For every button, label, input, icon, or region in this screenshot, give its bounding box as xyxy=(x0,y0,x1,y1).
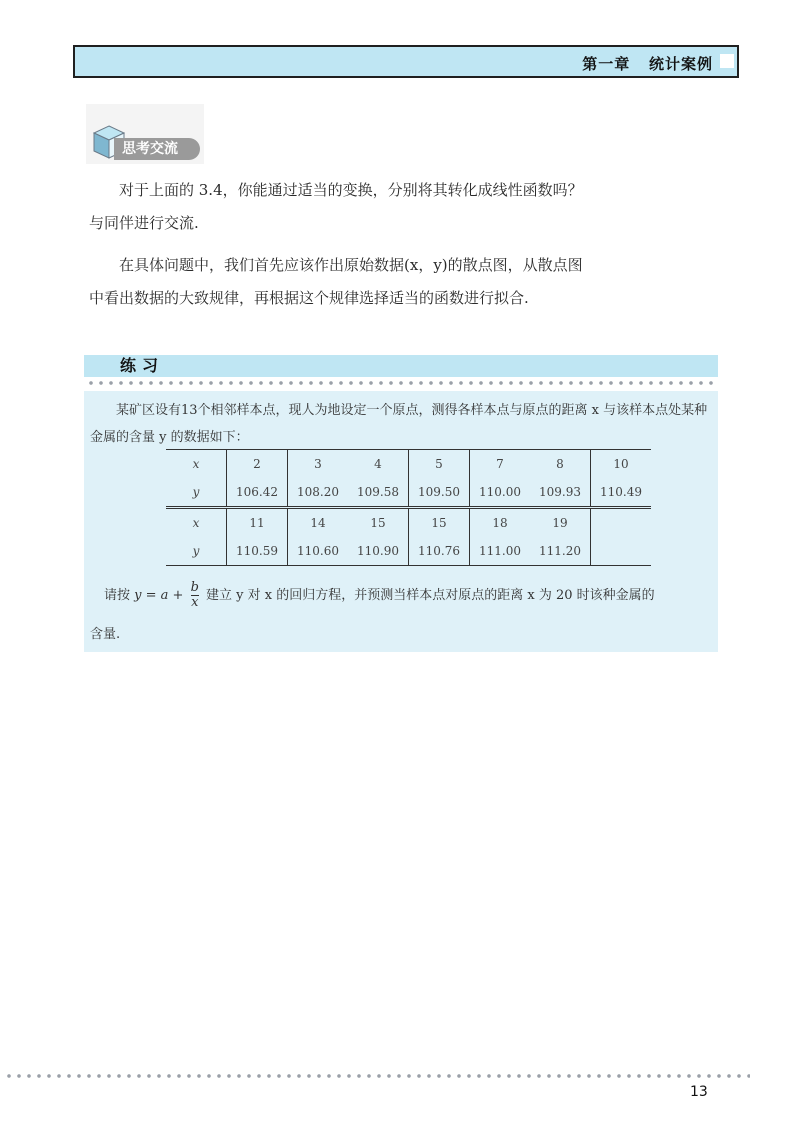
header-square xyxy=(720,54,734,68)
fraction-numerator: b xyxy=(190,580,199,595)
formula-lhs: y = a + xyxy=(134,588,184,603)
table-row xyxy=(166,450,651,479)
table-cell: 106.42 xyxy=(227,478,288,508)
footer-dotted-divider xyxy=(4,1074,750,1078)
table-cell: y xyxy=(166,478,227,508)
table-cell: 15 xyxy=(409,508,470,538)
formula-suffix: 建立 y 对 x 的回归方程，并预测当样本点对原点的距离 x 为 20 时该种金属的 xyxy=(206,588,655,603)
table-cell: 3 xyxy=(288,450,349,479)
regression-instruction xyxy=(104,581,655,610)
table-row xyxy=(166,478,651,508)
formula-end: 含量. xyxy=(90,627,121,642)
table-cell xyxy=(591,508,652,538)
table-cell: 109.93 xyxy=(530,478,591,508)
table-cell: 111.00 xyxy=(470,537,531,566)
table-cell: 15 xyxy=(370,516,386,530)
table-row xyxy=(166,537,651,566)
exercise-title: 练习 xyxy=(120,356,165,375)
table-cell: 5 xyxy=(409,450,470,479)
chapter-title: 第一章 统计案例 xyxy=(582,55,713,73)
table-cell: 7 xyxy=(470,450,531,479)
table-cell: 108.20 xyxy=(288,478,349,508)
paragraph-2: 在具体问题中，我们首先应该作出原始数据(x，y)的散点图，从散点图中看出数据的大致规律，再根据这个规律选择适当的函数进行拟合. xyxy=(89,256,583,307)
table-cell: x xyxy=(166,450,227,479)
table-cell: x xyxy=(192,516,200,530)
table-cell xyxy=(591,537,652,566)
table-cell: 110.49 xyxy=(591,478,652,508)
table-cell: y xyxy=(166,537,227,566)
table-cell: 110.59 xyxy=(227,537,288,566)
table-cell: 11 xyxy=(227,508,288,538)
table-cell: 14 xyxy=(288,508,349,538)
table-cell: 110.60 xyxy=(288,537,349,566)
formula-prefix: 请按 xyxy=(104,588,131,603)
table-cell: 110.90 xyxy=(348,537,409,566)
exercise-bar xyxy=(84,355,718,377)
table-cell: 2 xyxy=(227,450,288,479)
table-cell: 111.20 xyxy=(530,537,591,566)
paragraph-1: 对于上面的 3.4，你能通过适当的变换，分别将其转化成线性函数吗？与同伴进行交流. xyxy=(89,181,583,232)
think-label: 思考交流 xyxy=(114,138,200,160)
dotted-divider xyxy=(86,381,718,385)
table-cell: 109.58 xyxy=(348,478,409,508)
chapter-header xyxy=(73,45,739,78)
table-row xyxy=(166,508,651,538)
table-cell: 110.00 xyxy=(470,478,531,508)
fraction-denominator: x xyxy=(191,595,199,610)
think-exchange-badge xyxy=(86,104,204,164)
table-cell: 8 xyxy=(530,450,591,479)
table-cell: 110.76 xyxy=(409,537,470,566)
data-table xyxy=(166,449,651,566)
table-cell: 10 xyxy=(591,450,652,479)
table-cell: 18 xyxy=(470,508,531,538)
page-number: 13 xyxy=(690,1084,708,1100)
fraction-b-over-x xyxy=(191,581,199,610)
table-cell: 19 xyxy=(552,516,568,530)
exercise-intro: 某矿区设有13个相邻样本点，现人为地设定一个原点，测得各样本点与原点的距离 x 与该样本点处某种金属的含量 y 的数据如下： xyxy=(90,403,708,445)
table-cell: 109.50 xyxy=(409,478,470,508)
table-cell: 4 xyxy=(348,450,409,479)
